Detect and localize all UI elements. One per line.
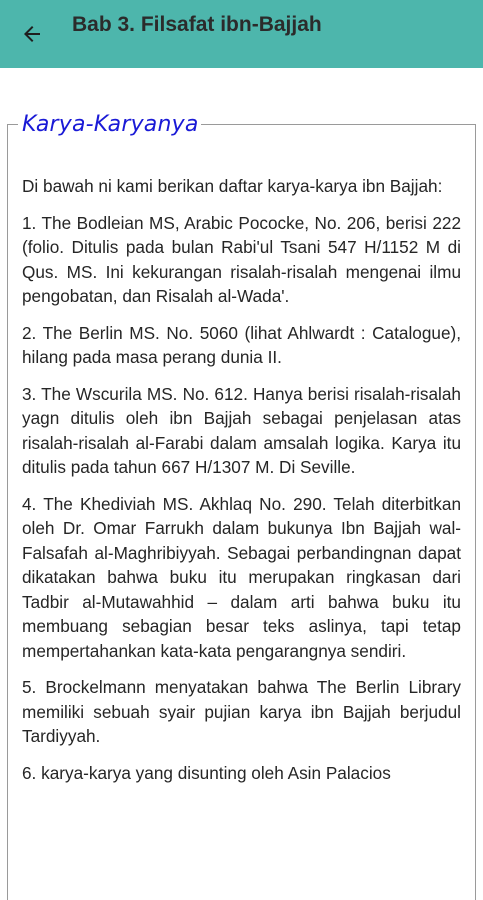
list-item-1: 1. The Bodleian MS, Arabic Pococke, No. 206, berisi 222 (folio. Ditulis pada bulan Rabi'ul Tsani 547 H/1152 M di Qus. MS. Ini kekurangan risalah-risalah mengenai ilmu pengobatan, dan Risalah al-Wada'. [22,212,461,306]
section-box [7,112,476,900]
list-item-5: 5. Brockelmann menyatakan bahwa The Berlin Library memiliki sebuah syair pujian karya ibn Bajjah berjudul Tardiyyah. [22,677,461,746]
page-title: Bab 3. Filsafat ibn-Bajjah [72,13,322,36]
list-item-6: 6. karya-karya yang disunting oleh Asin Palacios [22,762,391,783]
app-bar [0,0,483,68]
back-button[interactable] [0,0,64,68]
arrow-left-icon [20,22,44,46]
list-item-4: 4. The Khediviah MS. Akhlaq No. 290. Telah diterbitkan oleh Dr. Omar Farrukh dalam bukunya Ibn Bajjah wal-Falsafah al-Maghribiyyah. Sebagai perbandingnan dapat dikatakan bahwa buku itu merupakan ringkasan dari Tadbir al-Mutawahhid – dalam arti bahwa buku itu membuang sebagian besar teks aslinya, tapi tetap mempertahankan kata-kata pengarangnya sendiri. [22,493,461,661]
intro-paragraph: Di bawah ni kami berikan daftar karya-karya ibn Bajjah: [22,176,443,196]
section-title: Karya-Karyanya [22,112,199,137]
content-area[interactable] [0,68,483,900]
list-item-3: 3. The Wscurila MS. No. 612. Hanya berisi risalah-risalah yagn ditulis oleh ibn Bajjah sebagai penjelasan atas risalah-risalah al-Farabi dalam amsalah logika. Karya itu ditulis pada tahun 667 H/1307 M. Di Seville. [22,383,461,477]
list-item-2: 2. The Berlin MS. No. 5060 (lihat Ahlwardt : Catalogue), hilang pada masa perang dunia II. [22,322,461,367]
